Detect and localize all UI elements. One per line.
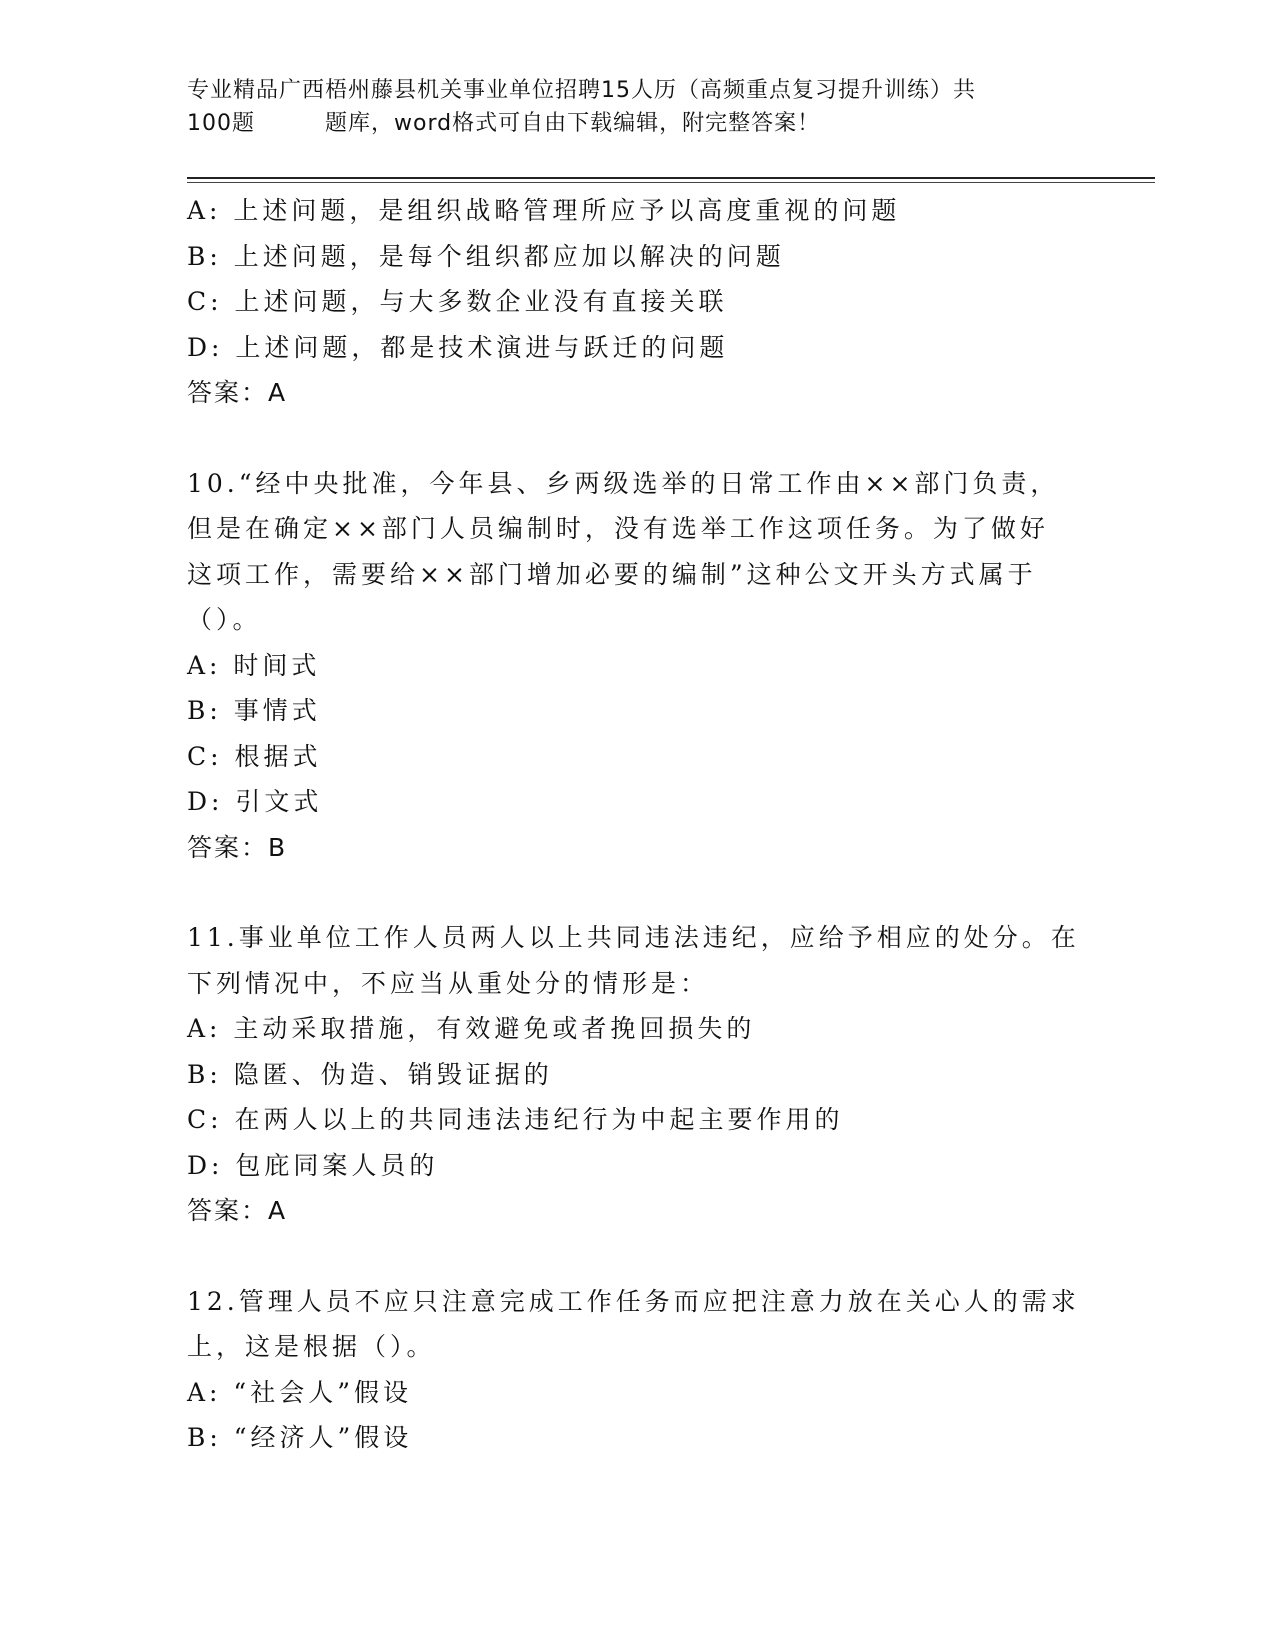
header-divider-thick	[187, 177, 1155, 179]
option-c: C: 在两人以上的共同违法违纪行为中起主要作用的	[187, 1105, 844, 1134]
option-a: A: “社会人”假设	[187, 1377, 412, 1407]
header-subtitle: 题库，word格式可自由下载编辑，附完整答案！	[325, 111, 821, 136]
option-b: B: 上述问题，是每个组织都应加以解决的问题	[187, 241, 785, 271]
question-stem-line: 下列情况中，不应当从重处分的情形是：	[187, 968, 710, 998]
option-a: A: 主动采取措施，有效避免或者挽回损失的	[187, 1014, 756, 1043]
document-header	[187, 74, 1067, 140]
question-12	[187, 1279, 1087, 1461]
header-title-line-1: 专业精品广西梧州藤县机关事业单位招聘15人历（高频重点复习提升训练）共	[187, 78, 976, 103]
header-divider-thin	[187, 182, 1155, 183]
question-stem-line: （）。	[187, 605, 262, 634]
option-a: A: 时间式	[187, 650, 321, 680]
option-d: D: 引文式	[187, 787, 323, 816]
option-c: C: 上述问题，与大多数企业没有直接关联	[187, 287, 728, 316]
header-title-line-2	[187, 107, 1067, 140]
question-stem-line: 12.管理人员不应只注意完成工作任务而应把注意力放在关心人的需求	[187, 1286, 1080, 1316]
header-question-count: 100题	[187, 111, 255, 136]
option-d: D: 包庇同案人员的	[187, 1150, 439, 1180]
option-d: D: 上述问题，都是技术演进与跃迁的问题	[187, 332, 729, 362]
answer-line: 答案：B	[187, 832, 288, 862]
document-body	[187, 188, 1087, 1461]
option-c: C: 根据式	[187, 741, 322, 771]
question-stem-line: 这项工作，需要给××部门增加必要的编制”这种公文开头方式属于	[187, 559, 1037, 589]
question-9-tail	[187, 188, 1087, 416]
question-10	[187, 461, 1087, 871]
question-11	[187, 915, 1087, 1234]
option-b: B: 事情式	[187, 696, 321, 725]
answer-line: 答案：A	[187, 1196, 288, 1225]
answer-line: 答案：A	[187, 378, 288, 407]
option-b: B: “经济人”假设	[187, 1423, 413, 1452]
option-a: A: 上述问题，是组织战略管理所应予以高度重视的问题	[187, 196, 901, 225]
option-b: B: 隐匿、伪造、销毁证据的	[187, 1059, 553, 1089]
question-stem-line: 11.事业单位工作人员两人以上共同违法违纪，应给予相应的处分。在	[187, 923, 1080, 952]
question-stem-line: 上，这是根据（）。	[187, 1332, 436, 1361]
question-stem-line: 10.“经中央批准，今年县、乡两级选举的日常工作由××部门负责，	[187, 468, 1060, 498]
question-stem-line: 但是在确定××部门人员编制时，没有选举工作这项任务。为了做好	[187, 514, 1049, 543]
